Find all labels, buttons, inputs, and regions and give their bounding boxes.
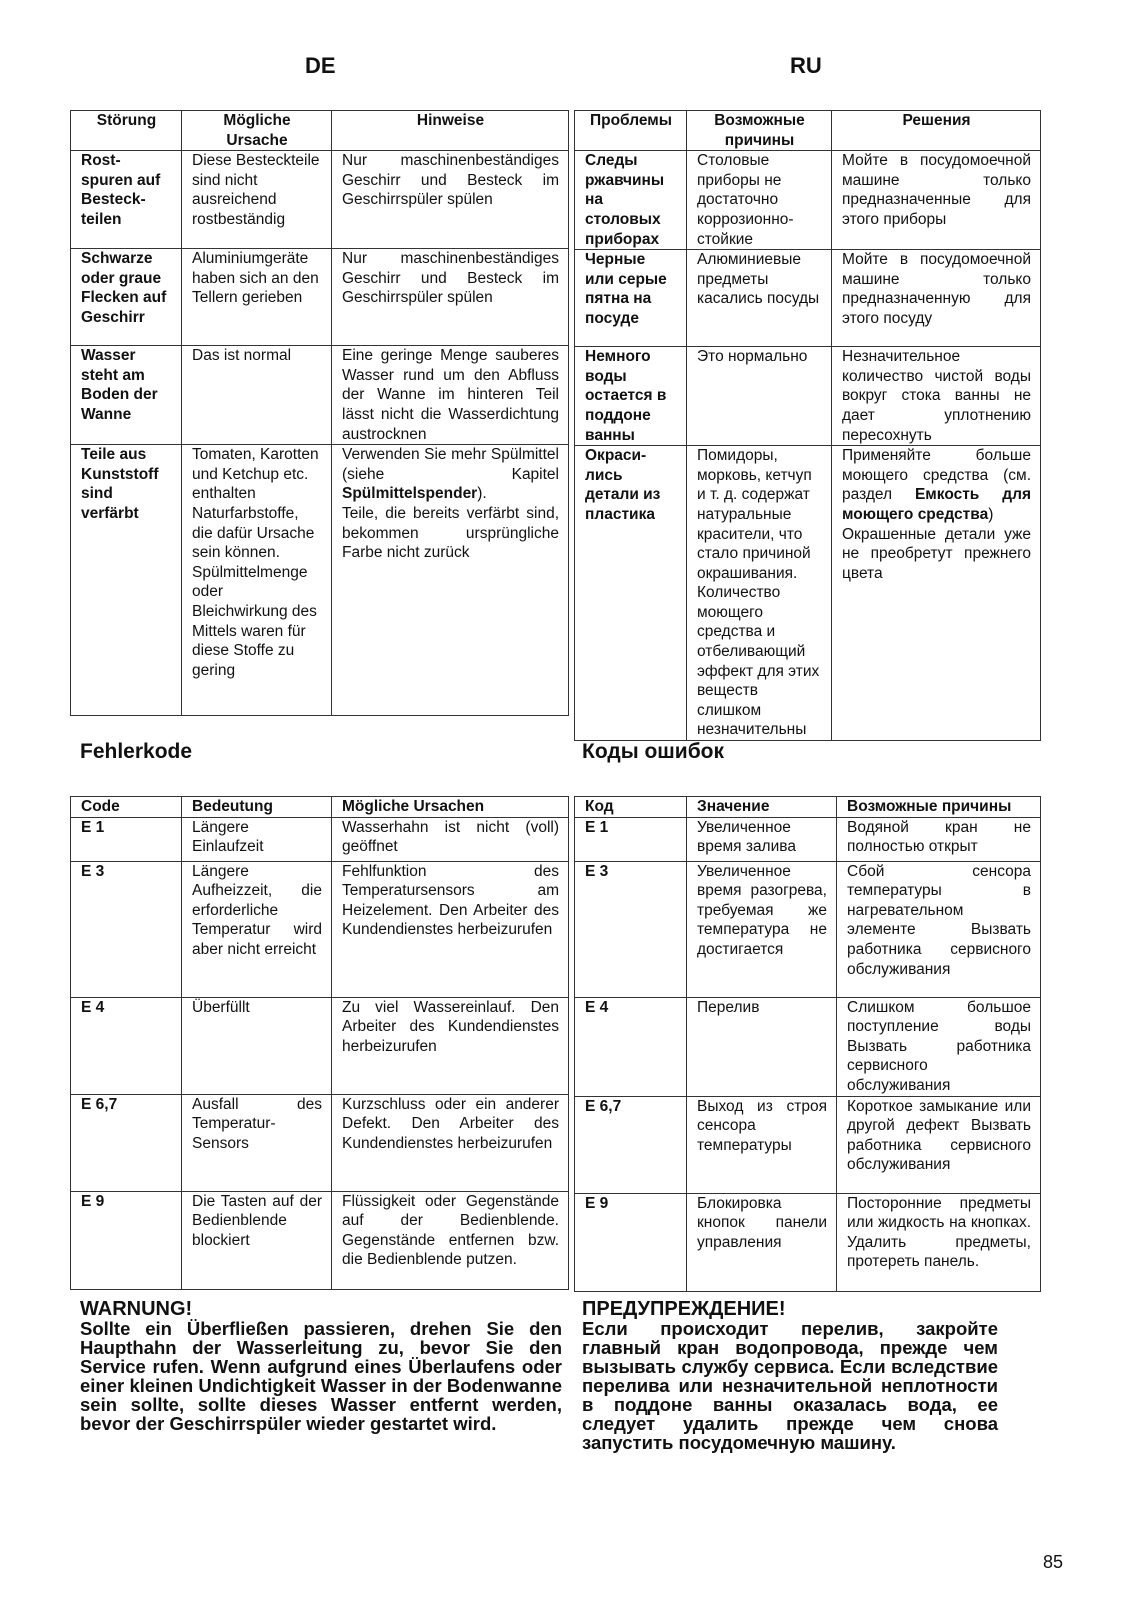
lang-label-ru: RU <box>790 53 822 78</box>
table-row <box>575 1193 1041 1291</box>
meaning-cell: Выход из строя сенсора температуры <box>687 1096 837 1193</box>
code-cell: E 9 <box>575 1193 687 1291</box>
cause-cell: Das ist normal <box>182 346 332 445</box>
table-row <box>71 346 569 445</box>
hint-bold-text: Spülmittelspender <box>342 485 478 503</box>
meaning-cell: Блокировка кнопок панели управления <box>687 1193 837 1291</box>
hint-text: Verwenden Sie mehr Spülmittel (siehe Kapitel <box>342 446 559 483</box>
fault-cell: Окраси-лись детали из пластика <box>575 446 687 741</box>
column-header: Bedeutung <box>182 797 332 818</box>
solution-text: Окрашенные детали уже не преобретут прежнего цвета <box>842 525 1031 582</box>
table-row <box>71 1094 569 1191</box>
table-row <box>71 1191 569 1289</box>
de-codes-heading: Fehlerkode <box>80 740 193 763</box>
hint-cell: Nur maschinenbeständiges Geschirr und Besteck im Geschirrspüler spülen <box>332 249 569 346</box>
table-header-row <box>71 111 569 151</box>
cause-cell: Короткое замыкание или другой дефект Вызвать работника сервисного обслуживания <box>837 1096 1041 1193</box>
solution-text: ) <box>988 505 994 523</box>
table-row <box>575 347 1041 446</box>
cause-cell: Помидоры, морковь, кетчуп и т. д. содержат натуральные красители, что стало причиной окрашивания. Количество моющего средства и отбеливающий эффект для этих веществ слишком незначительны <box>687 446 832 741</box>
code-cell: E 3 <box>575 861 687 997</box>
meaning-cell: Längere Einlaufzeit <box>182 817 332 861</box>
warning-title-de: WARNUNG! <box>80 1298 193 1320</box>
code-cell: E 6,7 <box>575 1096 687 1193</box>
cause-cell: Tomaten, Karotten und Ketchup etc. enthalten Naturfarbstoffe, die dafür Ursache sein können. Spülmittelmenge oder Bleichwirkung des Mittels waren für diese Stoffe zu gering <box>182 445 332 716</box>
warning-text-ru: Если происходит перелив, закройте главный кран водопровода, прежде чем вызывать службу сервиса. Если вследствие перелива или незначительной неплотности в поддоне ванны оказалась вода, ее следует удалить прежде чем снова запустить посудомечную машину. <box>582 1318 998 1453</box>
hint-cell: Nur maschinenbeständiges Geschirr und Besteck im Geschirrspüler spülen <box>332 151 569 249</box>
page-number: 85 <box>1042 1552 1063 1572</box>
cause-cell: Водяной кран не полностью открыт <box>837 817 1041 861</box>
column-header: Значение <box>687 797 837 818</box>
cause-cell: Сбой сенсора температуры в нагревательном элементе Вызвать работника сервисного обслуживания <box>837 861 1041 997</box>
column-header: Mögliche Ursache <box>182 111 332 151</box>
table-row <box>575 446 1041 741</box>
code-cell: E 6,7 <box>71 1094 182 1191</box>
solution-text: Применяйте больше моющего средства (см. раздел <box>842 447 1031 504</box>
hint-text: ). <box>477 485 487 503</box>
solution-cell: Незначительное количество чистой воды вокруг стока ванны не дает уплотнению пересохнуть <box>832 347 1041 446</box>
column-header: Hinweise <box>332 111 569 151</box>
column-header: Code <box>71 797 182 818</box>
meaning-cell: Längere Aufheizzeit, die erforderliche Temperatur wird aber nicht erreicht <box>182 861 332 997</box>
hint-text: Teile, die bereits verfärbt sind, bekommen ursprüngliche Farbe nicht zurück <box>342 504 559 562</box>
table-row <box>71 817 569 861</box>
code-cell: E 9 <box>71 1191 182 1289</box>
table-header-row <box>71 797 569 818</box>
ru-faults-table <box>574 110 1041 741</box>
column-header: Возможные причины <box>687 111 832 151</box>
ru-error-codes-table <box>574 796 1041 1292</box>
fault-cell: Rost-spuren auf Besteck-teilen <box>71 151 182 249</box>
meaning-cell: Die Tasten auf der Bedienblende blockiert <box>182 1191 332 1289</box>
cause-cell: Алюминиевые предметы касались посуды <box>687 250 832 347</box>
meaning-cell: Увеличенное время разогрева, требуемая же температура не достигается <box>687 861 837 997</box>
column-header: Mögliche Ursachen <box>332 797 569 818</box>
column-header: Код <box>575 797 687 818</box>
warning-text-de: Sollte ein Überfließen passieren, drehen Sie den Haupthahn der Wasserleitung zu, bevor Sie den Service rufen. Wenn aufgrund eines Überlaufens oder einer kleinen Undichtigkeit Wasser in der Bodenwanne sein sollte, sollte dieses Wasser entfernt werden, bevor der Geschirrspüler wieder gestartet wird. <box>80 1318 562 1434</box>
meaning-cell: Ausfall des Temperatur-Sensors <box>182 1094 332 1191</box>
code-cell: E 1 <box>575 817 687 861</box>
hint-cell: Eine geringe Menge sauberes Wasser rund um den Abfluss der Wanne im hinteren Teil lässt nicht die Wasserdichtung austrocknen <box>332 346 569 445</box>
table-header-row <box>575 111 1041 151</box>
solution-cell: Мойте в посудомоечной машине только предназначенные для этого приборы <box>832 151 1041 250</box>
code-cell: E 4 <box>575 997 687 1096</box>
cause-cell: Слишком большое поступление воды Вызвать работника сервисного обслуживания <box>837 997 1041 1096</box>
column-header: Störung <box>71 111 182 151</box>
cause-cell: Столовые приборы не достаточно коррозионно-стойкие <box>687 151 832 250</box>
table-row <box>575 1096 1041 1193</box>
table-row <box>575 997 1041 1096</box>
warning-title-ru: ПРЕДУПРЕЖДЕНИЕ! <box>582 1298 786 1320</box>
hint-cell <box>332 445 569 716</box>
cause-cell: Zu viel Wassereinlauf. Den Arbeiter des Kundendienstes herbeizurufen <box>332 997 569 1094</box>
cause-cell: Kurzschluss oder ein anderer Defekt. Den Arbeiter des Kundendienstes herbeizurufen <box>332 1094 569 1191</box>
fault-cell: Schwarze oder graue Flecken auf Geschirr <box>71 249 182 346</box>
fault-cell: Немного воды остается в поддоне ванны <box>575 347 687 446</box>
meaning-cell: Увеличенное время залива <box>687 817 837 861</box>
fault-cell: Черные или серые пятна на посуде <box>575 250 687 347</box>
code-cell: E 3 <box>71 861 182 997</box>
table-row <box>71 997 569 1094</box>
table-row <box>575 817 1041 861</box>
cause-cell: Aluminiumgeräte haben sich an den Tellern gerieben <box>182 249 332 346</box>
table-row <box>71 861 569 997</box>
column-header: Проблемы <box>575 111 687 151</box>
meaning-cell: Перелив <box>687 997 837 1096</box>
table-row <box>71 249 569 346</box>
code-cell: E 4 <box>71 997 182 1094</box>
de-error-codes-table <box>70 796 569 1290</box>
table-header-row <box>575 797 1041 818</box>
column-header: Возможные причины <box>837 797 1041 818</box>
solution-cell <box>832 446 1041 741</box>
table-row <box>575 861 1041 997</box>
fault-cell: Следы ржавчины на столовых приборах <box>575 151 687 250</box>
code-cell: E 1 <box>71 817 182 861</box>
table-row <box>575 151 1041 250</box>
meaning-cell: Überfüllt <box>182 997 332 1094</box>
cause-cell: Wasserhahn ist nicht (voll) geöffnet <box>332 817 569 861</box>
table-row <box>71 151 569 249</box>
cause-cell: Посторонние предметы или жидкость на кнопках. Удалить предметы, протереть панель. <box>837 1193 1041 1291</box>
solution-cell: Мойте в посудомоечной машине только предназначенную для этого посуду <box>832 250 1041 347</box>
solution-bold-text: Емкость для моющего средства <box>842 486 1031 523</box>
table-row <box>71 445 569 716</box>
fault-cell: Teile aus Kunststoff sind verfärbt <box>71 445 182 716</box>
de-faults-table <box>70 110 569 716</box>
cause-cell: Fehlfunktion des Temperatursensors am Heizelement. Den Arbeiter des Kundendienstes herbeizurufen <box>332 861 569 997</box>
cause-cell: Flüssigkeit oder Gegenstände auf der Bedienblende. Gegenstände entfernen bzw. die Bedienblende putzen. <box>332 1191 569 1289</box>
ru-codes-heading: Коды ошибок <box>582 740 725 763</box>
fault-cell: Wasser steht am Boden der Wanne <box>71 346 182 445</box>
cause-cell: Diese Besteckteile sind nicht ausreichend rostbeständig <box>182 151 332 249</box>
cause-cell: Это нормально <box>687 347 832 446</box>
table-row <box>575 250 1041 347</box>
column-header: Решения <box>832 111 1041 151</box>
lang-label-de: DE <box>305 53 336 78</box>
